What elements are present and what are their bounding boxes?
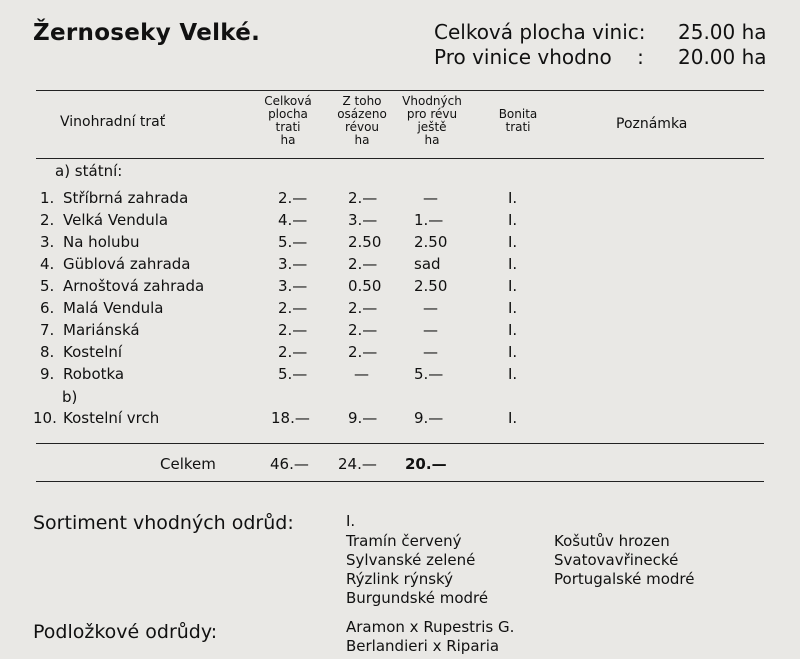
- row-osazeno: 2.—: [348, 255, 378, 273]
- row-bonita: I.: [508, 299, 518, 317]
- summary-label: Celková plocha vinic:: [434, 20, 646, 44]
- variety-item: Burgundské modré: [346, 589, 489, 607]
- row-vhodnych: —: [423, 189, 438, 207]
- row-name: Na holubu: [63, 233, 140, 251]
- variety-item: Tramín červený: [346, 532, 462, 550]
- row-number: 5.: [40, 277, 55, 295]
- header-poznamka: Poznámka: [616, 116, 688, 132]
- row-vhodnych: sad: [414, 255, 441, 273]
- header-line: plocha: [268, 107, 308, 121]
- variety-item: Portugalské modré: [554, 570, 695, 588]
- row-name: Kostelní vrch: [63, 409, 160, 427]
- summary-value: 20.00 ha: [678, 45, 767, 69]
- summary-value: 25.00 ha: [678, 20, 767, 44]
- row-osazeno: 3.—: [348, 211, 378, 229]
- total-vhodnych: 20.—: [405, 455, 447, 473]
- header-celkova: [248, 95, 328, 147]
- row-name: Güblová zahrada: [63, 255, 191, 273]
- header-line: Z toho: [342, 94, 382, 108]
- table-top-rule: [36, 90, 764, 91]
- header-vhodnych: [392, 95, 472, 147]
- row-vhodnych: —: [423, 343, 438, 361]
- row-celkova: 2.—: [278, 299, 308, 317]
- row-number: 8.: [40, 343, 55, 361]
- row-vhodnych: —: [423, 321, 438, 339]
- total-label: Celkem: [160, 455, 216, 473]
- variety-item: Košutův hrozen: [554, 532, 670, 550]
- row-name: Arnoštová zahrada: [63, 277, 205, 295]
- row-osazeno: 9.—: [348, 409, 378, 427]
- section-b: b): [62, 388, 78, 406]
- header-line: Vhodných: [402, 94, 462, 108]
- row-vhodnych: 2.50: [414, 233, 448, 251]
- rootstock-item: Aramon x Rupestris G.: [346, 618, 515, 636]
- row-celkova: 5.—: [278, 233, 308, 251]
- row-bonita: I.: [508, 409, 518, 427]
- summary-label: Pro vinice vhodno :: [434, 45, 644, 69]
- header-line: pro révu: [406, 107, 458, 121]
- row-name: Kostelní: [63, 343, 123, 361]
- row-bonita: I.: [508, 365, 518, 383]
- header-line: ha: [424, 133, 440, 147]
- row-bonita: I.: [508, 211, 518, 229]
- sortiment-label: Sortiment vhodných odrůd:: [33, 512, 294, 534]
- header-line: trati: [275, 120, 301, 134]
- row-vhodnych: 9.—: [414, 409, 444, 427]
- row-vhodnych: 5.—: [414, 365, 444, 383]
- row-vhodnych: 1.—: [414, 211, 444, 229]
- row-number: 6.: [40, 299, 55, 317]
- header-osazeno: [322, 95, 402, 147]
- header-line: Bonita: [498, 107, 538, 121]
- row-bonita: I.: [508, 189, 518, 207]
- row-osazeno: —: [354, 365, 369, 383]
- row-osazeno: 0.50: [348, 277, 382, 295]
- row-number: 3.: [40, 233, 55, 251]
- row-celkova: 3.—: [278, 255, 308, 273]
- header-line: ještě: [417, 120, 447, 134]
- variety-item: Sylvanské zelené: [346, 551, 476, 569]
- row-number: 4.: [40, 255, 55, 273]
- header-bonita: [478, 108, 558, 134]
- row-bonita: I.: [508, 255, 518, 273]
- row-celkova: 2.—: [278, 189, 308, 207]
- total-top-rule: [36, 443, 764, 444]
- row-bonita: I.: [508, 277, 518, 295]
- row-celkova: 4.—: [278, 211, 308, 229]
- row-bonita: I.: [508, 233, 518, 251]
- rootstock-label: Podložkové odrůdy:: [33, 621, 218, 643]
- row-vhodnych: —: [423, 299, 438, 317]
- header-bottom-rule: [36, 158, 764, 159]
- header-trat: Vinohradní trať: [60, 114, 166, 130]
- rootstock-list: [346, 618, 514, 656]
- row-number: 10.: [33, 409, 57, 427]
- row-osazeno: 2.—: [348, 189, 378, 207]
- variety-item: Rýzlink rýnský: [346, 570, 454, 588]
- row-osazeno: 2.50: [348, 233, 382, 251]
- row-number: 1.: [40, 189, 55, 207]
- row-bonita: I.: [508, 321, 518, 339]
- row-vhodnych: 2.50: [414, 277, 448, 295]
- row-bonita: I.: [508, 343, 518, 361]
- sortiment-class: I.: [346, 512, 356, 530]
- row-celkova: 3.—: [278, 277, 308, 295]
- row-name: Malá Vendula: [63, 299, 164, 317]
- row-name: Velká Vendula: [63, 211, 169, 229]
- row-osazeno: 2.—: [348, 343, 378, 361]
- row-osazeno: 2.—: [348, 299, 378, 317]
- row-celkova: 5.—: [278, 365, 308, 383]
- row-celkova: 2.—: [278, 321, 308, 339]
- variety-list-col1: [346, 532, 488, 608]
- table-bottom-rule: [36, 481, 764, 482]
- variety-list-col2: [554, 532, 694, 589]
- row-number: 7.: [40, 321, 55, 339]
- row-celkova: 18.—: [271, 409, 310, 427]
- section-state: a) státní:: [55, 162, 123, 180]
- variety-item: Svatovavřinecké: [554, 551, 679, 569]
- header-line: ha: [280, 133, 296, 147]
- header-line: trati: [505, 120, 531, 134]
- row-name: Robotka: [63, 365, 125, 383]
- row-osazeno: 2.—: [348, 321, 378, 339]
- total-celkova: 46.—: [270, 455, 309, 473]
- row-celkova: 2.—: [278, 343, 308, 361]
- header-line: révou: [344, 120, 380, 134]
- rootstock-item: Berlandieri x Riparia: [346, 637, 500, 655]
- page-title: Žernoseky Velké.: [33, 20, 261, 46]
- header-line: Celková: [264, 94, 312, 108]
- total-osazeno: 24.—: [338, 455, 377, 473]
- row-number: 2.: [40, 211, 55, 229]
- header-line: ha: [354, 133, 370, 147]
- header-line: osázeno: [337, 107, 387, 121]
- row-name: Stříbrná zahrada: [63, 189, 189, 207]
- row-name: Mariánská: [63, 321, 140, 339]
- row-number: 9.: [40, 365, 55, 383]
